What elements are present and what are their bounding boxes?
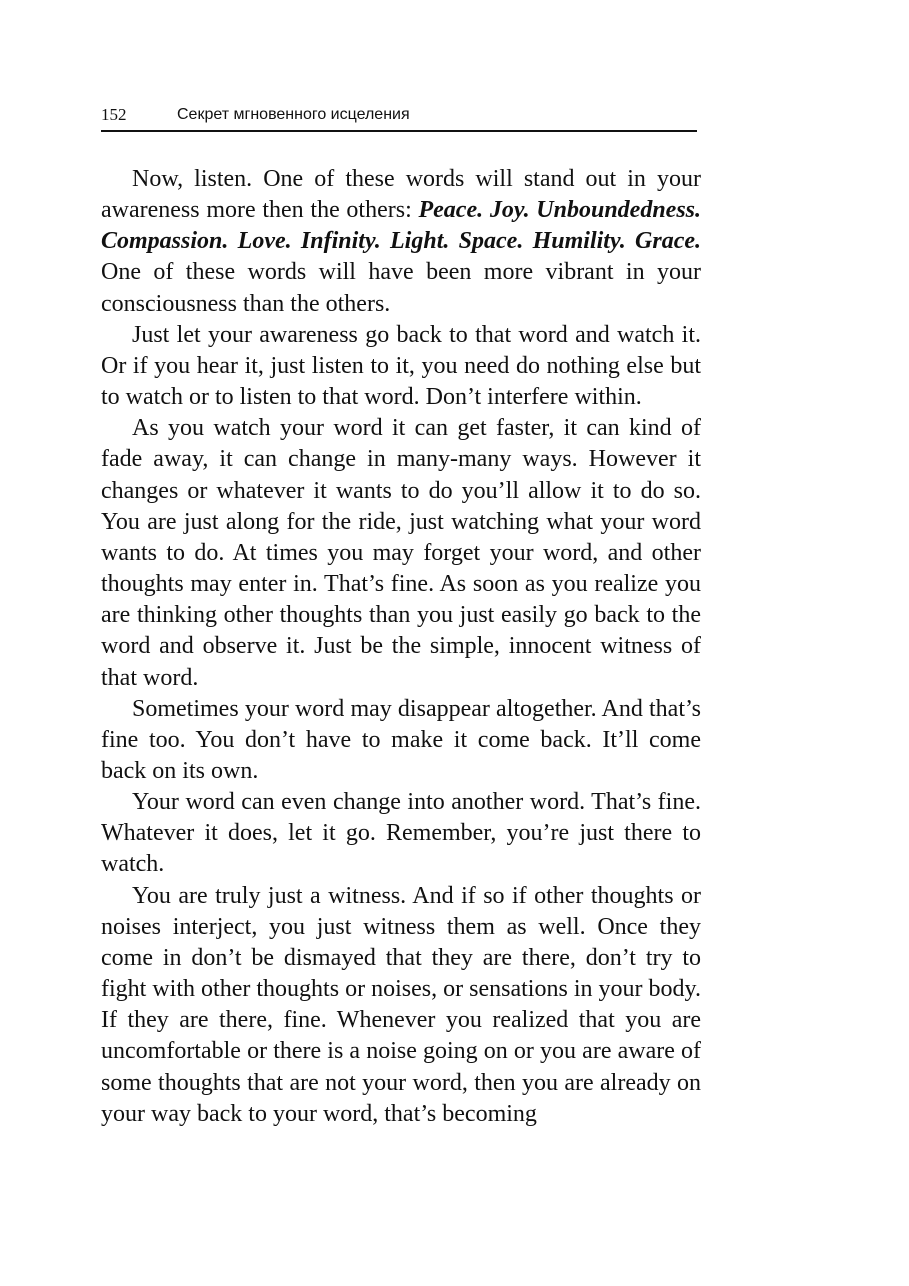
paragraph-2: Just let your awareness go back to that word and watch it. Or if you hear it, just listen to it, you need do nothing else but to watch or to listen to that word. Don’t interfere within. bbox=[101, 321, 701, 411]
paragraph-4: Sometimes your word may disappear altogether. And that’s fine too. You don’t have to make it come back. It’ll come back on its own. bbox=[101, 695, 701, 784]
paragraph-6: You are truly just a witness. And if so if other thoughts or noises interject, you just witness them as well. Once they come in don’t be dismayed that they are there, don’t try to fight with other thoughts or noises, or sensations in your body. If they are there, fine. Whenever you realized that you are uncomfortable or there is a noise going on or you are aware of some thoughts that are not your word, then you are already on your way back to your word, that’s becoming bbox=[101, 882, 701, 1127]
paragraph-1-text-after: One of these words will have been more vibrant in your consciousness than the others. bbox=[101, 259, 701, 317]
body-text bbox=[101, 164, 701, 1130]
paragraph-1-text-before: Now, listen. One of these words will stand out in your awareness more then the others: bbox=[101, 166, 701, 224]
emphasized-word-list: Peace. Joy. Unboundedness. Compassion. Love. Infinity. Light. Space. Humility. Grace. bbox=[101, 197, 702, 255]
paragraph-5: Your word can even change into another word. That’s fine. Whatever it does, let it go. Remember, you’re just there to watch. bbox=[101, 789, 701, 878]
paragraph-3: As you watch your word it can get faster, it can kind of fade away, it can change in many-many ways. However it changes or whatever it wants to do you’ll allow it to do so. You are just along for the ride, just watching what your word wants to do. At times you may forget your word, and other thoughts may enter in. That’s fine. As soon as you realize you are thinking other thoughts than you just easily go back to the word and observe it. Just be the simple, innocent witness of that word. bbox=[101, 415, 701, 691]
running-header bbox=[101, 106, 697, 132]
paragraph-1 bbox=[101, 164, 701, 320]
running-title: Секрет мгновенного исцеления bbox=[177, 106, 410, 123]
page-number: 152 bbox=[101, 105, 127, 124]
